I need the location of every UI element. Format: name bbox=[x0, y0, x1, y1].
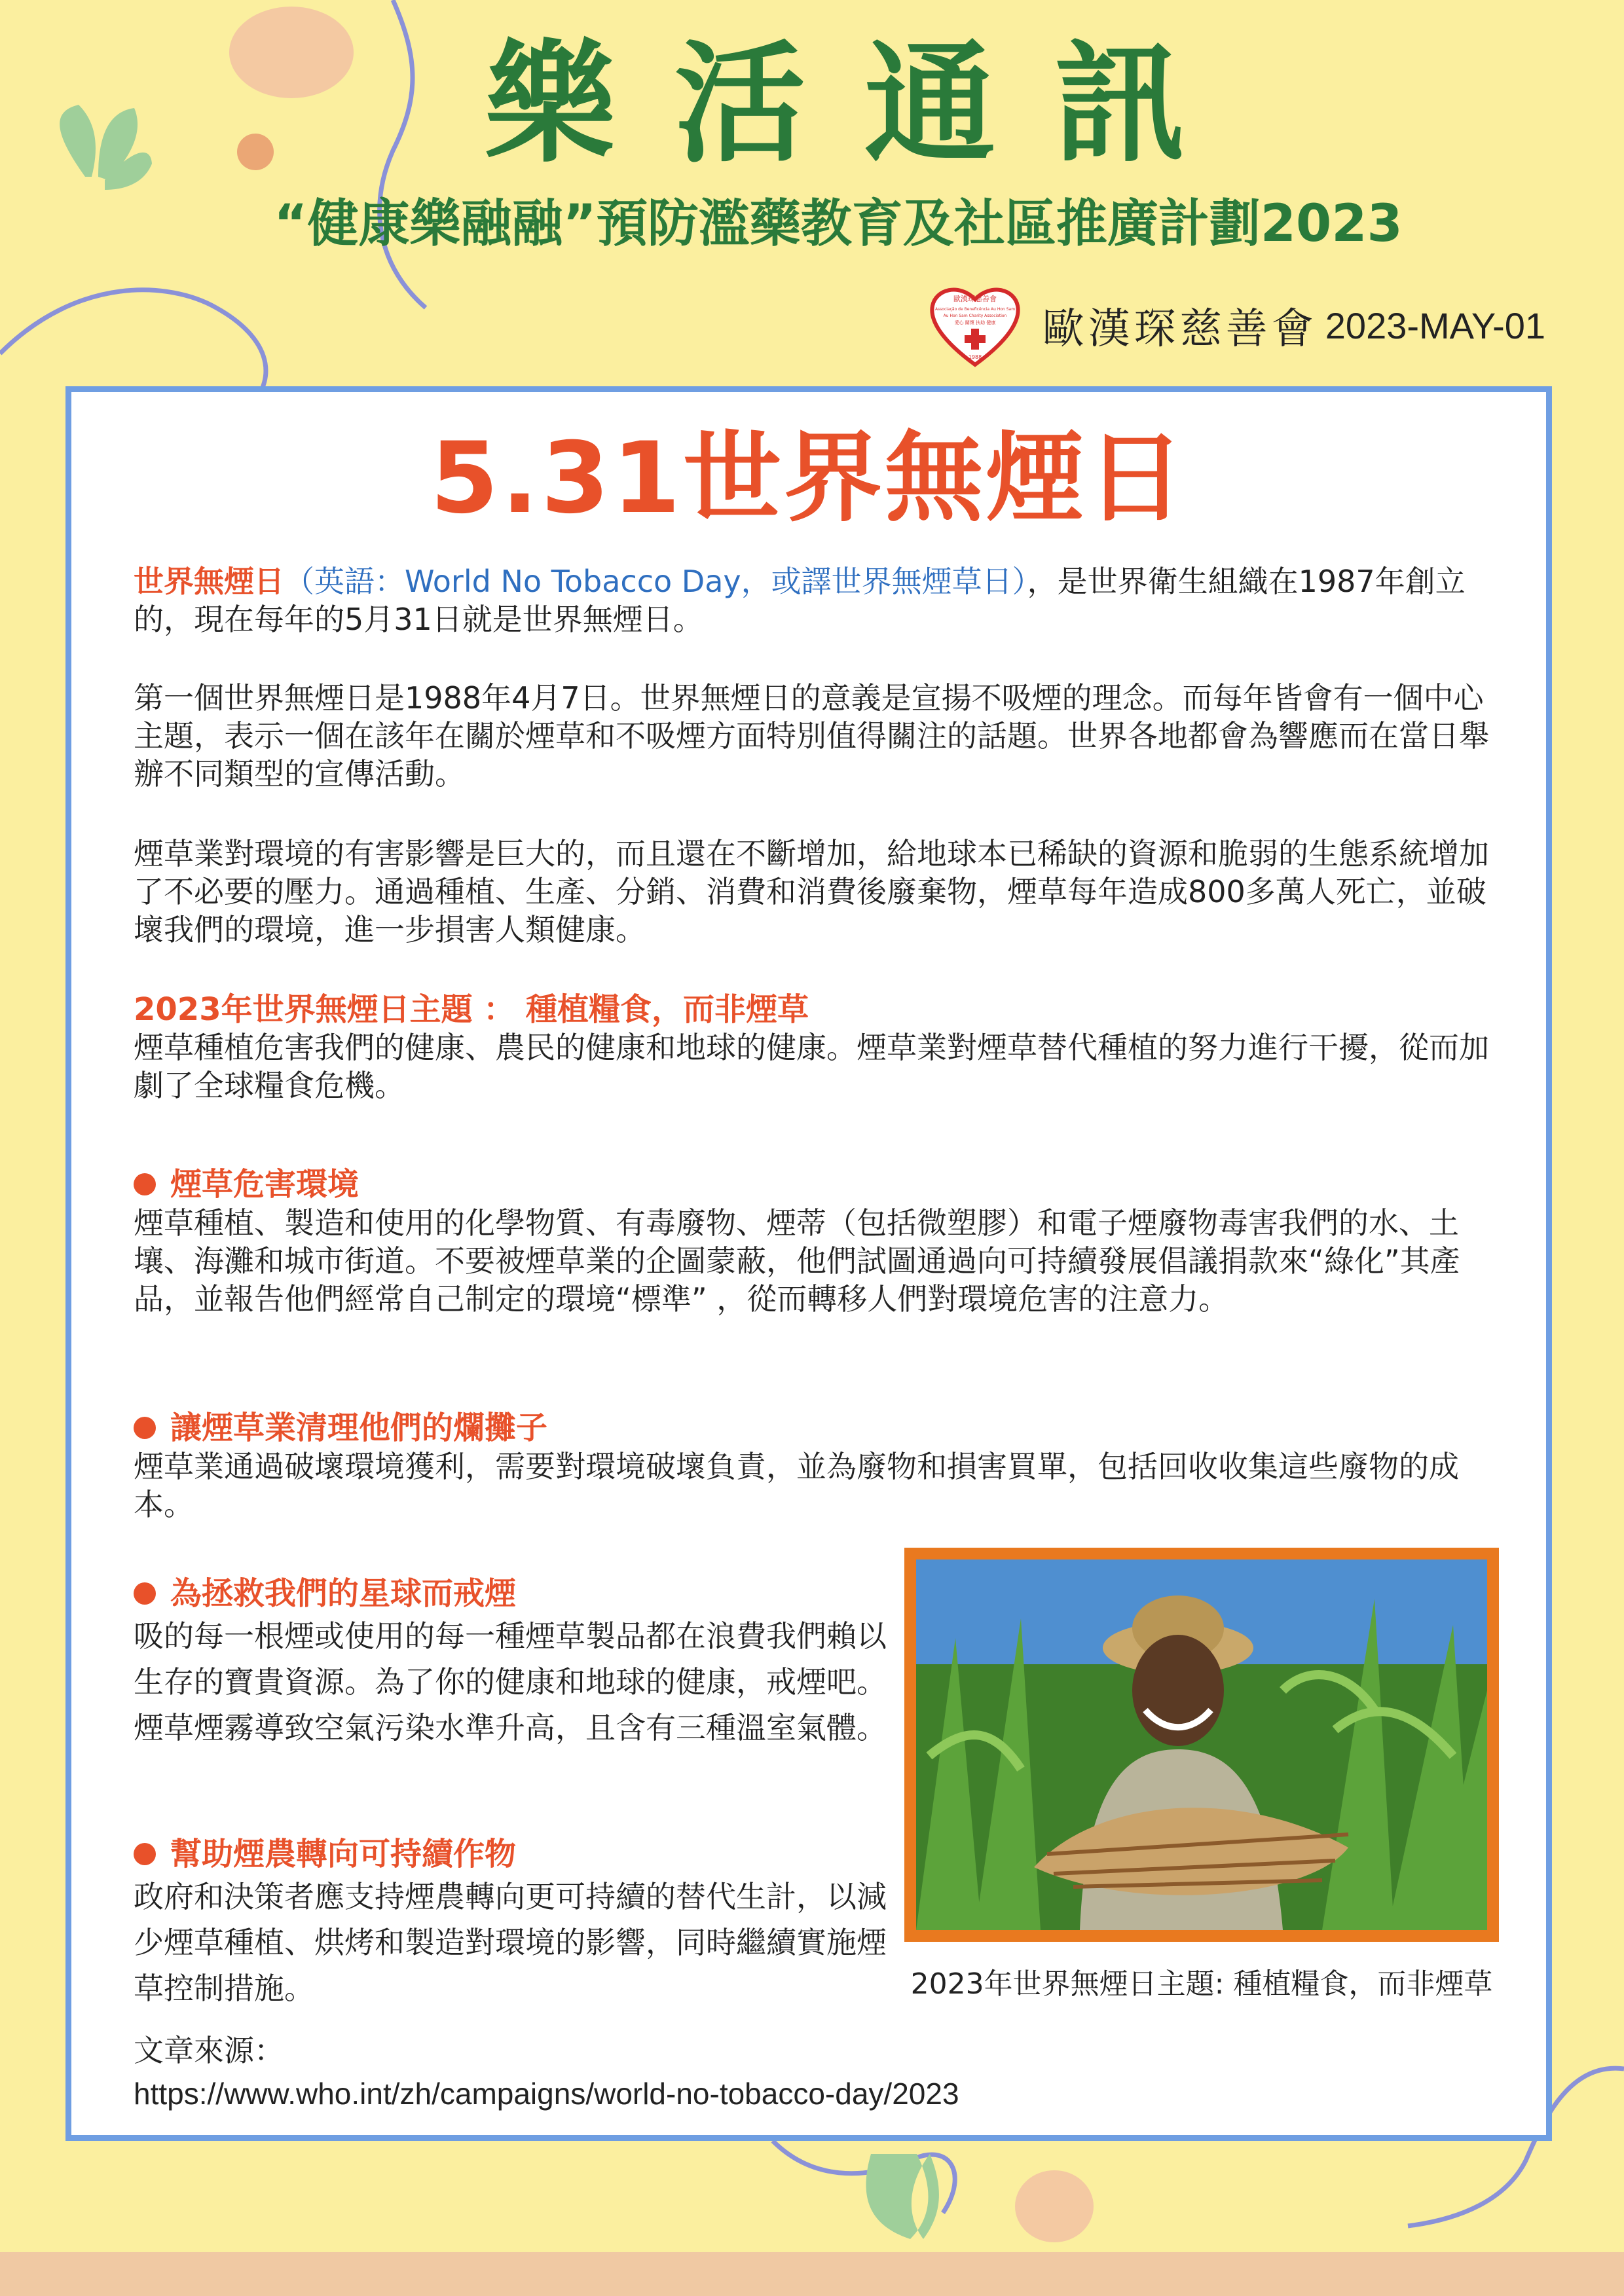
paragraph-environment: 煙草業對環境的有害影響是巨大的，而且還在不斷增加，給地球本已稀缺的資源和脆弱的生態系統增加了不必要的壓力。通過種植、生產、分銷、消費和消費後廢棄物，煙草每年造成800多萬人死亡，並破壞我們的環境，進一步損害人類健康。 bbox=[134, 836, 1489, 947]
campaign-subtitle: “健康樂融融”預防濫藥教育及社區推廣計劃2023 bbox=[274, 194, 1403, 253]
bullet-dot-icon bbox=[134, 1843, 156, 1865]
peach-blob-bottom bbox=[1015, 2170, 1094, 2242]
article-card bbox=[65, 386, 1552, 2141]
bullet-text-3: 吸的每一根煙或使用的每一種煙草製品都在浪費我們賴以生存的寶貴資源。為了你的健康和地球的健康，戒煙吧。煙草煙霧導致空氣污染水準升高，且含有三種溫室氣體。 bbox=[134, 1618, 887, 1745]
source-block bbox=[134, 2029, 959, 2115]
issue-date: 2023-MAY-01 bbox=[1325, 304, 1545, 346]
bullet-dot-icon bbox=[134, 1417, 156, 1439]
theme-heading: 2023年世界無煙日主題 ： 種植糧食，而非煙草 bbox=[134, 991, 809, 1028]
bullet-heading-2 bbox=[134, 1408, 1509, 1448]
bullet-text-2: 煙草業通過破壞環境獲利，需要對環境破壞負責，並為廢物和損害買單，包括回收收集這些廢物的成本。 bbox=[134, 1449, 1459, 1522]
bullet-heading-1 bbox=[134, 1165, 1509, 1204]
logo-text-motto: 愛心 關懷 扶助 健康 bbox=[954, 320, 996, 325]
logo-text-top: 歐漢琛慈善會 bbox=[953, 295, 997, 303]
bullet-section-1 bbox=[134, 1165, 1509, 1318]
logo-text-en: Au Hon Sam Charity Association bbox=[943, 314, 1007, 318]
paragraph-history: 第一個世界無煙日是1988年4月7日。世界無煙日的意義是宣揚不吸煙的理念。而每年皆會有一個中心主題，表示一個在該年在關於煙草和不吸煙方面特別值得關注的話題。世界各地都會為響應而在當日舉辦不同類型的宣傳活動。 bbox=[134, 680, 1489, 792]
bullet-dot-icon bbox=[134, 1582, 156, 1605]
source-link[interactable]: https://www.who.int/zh/campaigns/world-no-tobacco-day/2023 bbox=[134, 2077, 959, 2111]
intro-paragraph bbox=[134, 562, 1509, 638]
article-title: 5.31世界無煙日 bbox=[430, 422, 1188, 536]
theme-section bbox=[134, 991, 1509, 1104]
masthead-title: 樂活通訊 bbox=[484, 28, 1244, 181]
leaf-sprout-bottom bbox=[866, 2154, 939, 2239]
source-label: 文章來源： bbox=[134, 2033, 284, 2068]
logo-text-pt: Associação de Beneficência Au Hon Sam bbox=[934, 307, 1015, 312]
bullet-heading-4 bbox=[134, 1834, 887, 1874]
farmer-photo-image bbox=[916, 1559, 1487, 1930]
bullet-heading-2-text: 讓煙草業清理他們的爛攤子 bbox=[170, 1410, 548, 1446]
bullet-text-1: 煙草種植、製造和使用的化學物質、有毒廢物、煙蒂（包括微塑膠）和電子煙廢物毒害我們的水、土壤、海灘和城市街道。不要被煙草業的企圖蒙蔽，他們試圖通過向可持續發展倡議捐款來“綠化”其產品，並報告他們經常自己制定的環境“標準” ，從而轉移人們對環境危害的注意力。 bbox=[134, 1205, 1460, 1317]
bottom-band bbox=[0, 2252, 1624, 2296]
bullet-dot-icon bbox=[134, 1173, 156, 1195]
bullet-heading-3-text: 為拯救我們的星球而戒煙 bbox=[170, 1575, 517, 1612]
organization-name: 歐漢琛慈善會 bbox=[1042, 305, 1318, 354]
bullet-heading-1-text: 煙草危害環境 bbox=[170, 1166, 360, 1203]
bullet-section-3 bbox=[134, 1574, 887, 1751]
logo-text-year: 1988 bbox=[968, 354, 982, 360]
theme-text: 煙草種植危害我們的健康、農民的健康和地球的健康。煙草業對煙草替代種植的努力進行干擾，從而加劇了全球糧食危機。 bbox=[134, 1030, 1489, 1103]
photo-caption: 2023年世界無煙日主題: 種植糧食，而非煙草 bbox=[910, 1967, 1493, 2001]
bullet-heading-3 bbox=[134, 1574, 887, 1613]
intro-rest: ，是世界衛生組織在1987年創立的，現在每年的5月31日就是世界無煙日。 bbox=[134, 564, 1466, 637]
bullet-section-2 bbox=[134, 1408, 1509, 1523]
bullet-section-4 bbox=[134, 1834, 887, 2011]
bullet-heading-4-text: 幫助煙農轉向可持續作物 bbox=[170, 1836, 517, 1872]
intro-lead: 世界無煙日 bbox=[134, 564, 284, 599]
organization-row bbox=[926, 283, 1545, 368]
bullet-text-4: 政府和決策者應支持煙農轉向更可持續的替代生計，以減少煙草種植、烘烤和製造對環境的影響，同時繼續實施煙草控制措施。 bbox=[134, 1879, 887, 2006]
heart-logo-icon bbox=[926, 283, 1024, 368]
intro-english-name: （英語：World No Tobacco Day，或譯世界無煙草日） bbox=[284, 564, 1027, 599]
farmer-photo bbox=[904, 1548, 1499, 1942]
